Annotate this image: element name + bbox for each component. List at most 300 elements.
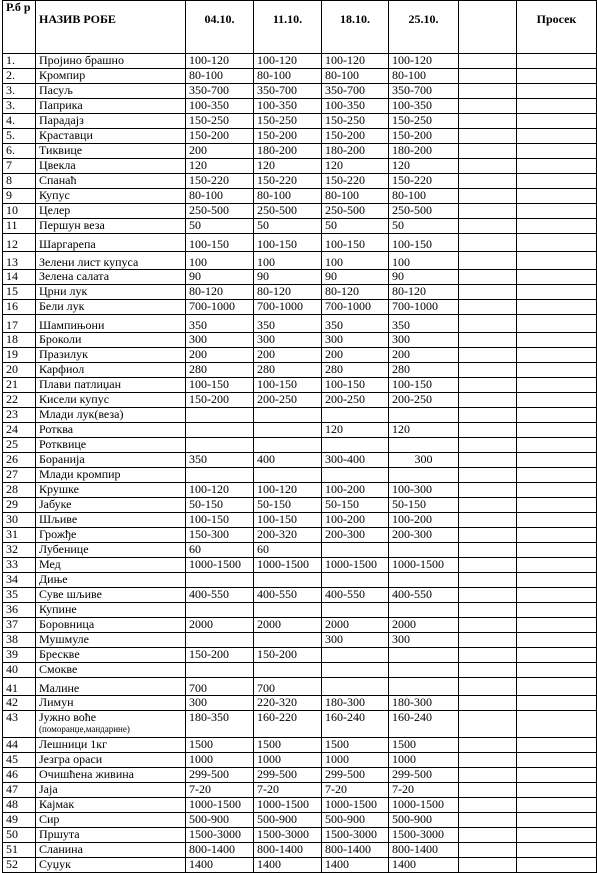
price-cell-week-2 [254, 633, 322, 648]
item-name [36, 453, 186, 468]
price-cell-week-4: 1500 [389, 738, 459, 753]
price-cell-week-3: 180-300 [322, 696, 389, 711]
table-row [3, 315, 597, 333]
price-cell-week-3: 1000-1500 [322, 798, 389, 813]
price-cell-week-4: 80-100 [389, 69, 459, 84]
price-cell-week-5 [459, 858, 517, 873]
price-cell-week-4: 100-150 [389, 378, 459, 393]
item-name [36, 696, 186, 711]
price-cell-week-3: 400-550 [322, 588, 389, 603]
row-number: 40 [3, 663, 36, 678]
table-row [3, 588, 597, 603]
price-cell-week-4: 2000 [389, 618, 459, 633]
price-cell-week-1: 200 [186, 144, 254, 159]
price-cell-week-3: 200 [322, 348, 389, 363]
table-row [3, 696, 597, 711]
price-cell-week-4: 90 [389, 270, 459, 285]
table-row [3, 204, 597, 219]
price-cell-week-1: 80-100 [186, 189, 254, 204]
price-cell-week-5 [459, 588, 517, 603]
average-cell [517, 483, 597, 498]
price-cell-week-2: 350 [254, 315, 322, 333]
row-number: 13 [3, 252, 36, 270]
item-name-text: Пршута [39, 827, 80, 841]
table-row [3, 558, 597, 573]
price-cell-week-2: 150-250 [254, 114, 322, 129]
table-row [3, 633, 597, 648]
average-cell [517, 828, 597, 843]
table-row [3, 813, 597, 828]
price-cell-week-1 [186, 468, 254, 483]
table-row [3, 453, 597, 468]
price-cell-week-5 [459, 315, 517, 333]
item-name [36, 69, 186, 84]
item-name-text: Сир [39, 812, 60, 826]
table-row [3, 498, 597, 513]
price-cell-week-5 [459, 768, 517, 783]
price-cell-week-3: 80-100 [322, 189, 389, 204]
price-cell-week-3: 1500 [322, 738, 389, 753]
average-cell [517, 252, 597, 270]
item-name [36, 408, 186, 423]
price-cell-week-4: 180-300 [389, 696, 459, 711]
item-name-text: Боранија [39, 452, 85, 466]
price-cell-week-2: 90 [254, 270, 322, 285]
average-cell [517, 114, 597, 129]
table-row [3, 783, 597, 798]
table-row [3, 678, 597, 696]
table-body [3, 54, 597, 873]
price-cell-week-2 [254, 438, 322, 453]
average-cell [517, 588, 597, 603]
row-number: 33 [3, 558, 36, 573]
price-cell-week-1: 90 [186, 270, 254, 285]
price-cell-week-1 [186, 633, 254, 648]
header-item-name: НАЗИВ РОБЕ [36, 1, 186, 54]
price-cell-week-2: 150-220 [254, 174, 322, 189]
average-cell [517, 573, 597, 588]
price-cell-week-1: 80-120 [186, 285, 254, 300]
price-cell-week-2: 1000-1500 [254, 558, 322, 573]
price-cell-week-4 [389, 663, 459, 678]
item-name-text: Лимун [39, 695, 74, 709]
price-cell-week-1: 350 [186, 315, 254, 333]
price-cell-week-5 [459, 189, 517, 204]
price-cell-week-2: 100-120 [254, 54, 322, 69]
price-cell-week-5 [459, 558, 517, 573]
row-number: 20 [3, 363, 36, 378]
price-cell-week-4: 100-150 [389, 234, 459, 252]
item-name [36, 498, 186, 513]
row-number: 39 [3, 648, 36, 663]
price-cell-week-2: 220-320 [254, 696, 322, 711]
price-cell-week-4: 200-300 [389, 528, 459, 543]
price-cell-week-1: 300 [186, 333, 254, 348]
row-number: 27 [3, 468, 36, 483]
item-name [36, 270, 186, 285]
price-cell-week-3: 200-250 [322, 393, 389, 408]
price-cell-week-3 [322, 438, 389, 453]
table-row [3, 828, 597, 843]
price-cell-week-3: 500-900 [322, 813, 389, 828]
price-cell-week-2: 1400 [254, 858, 322, 873]
price-cell-week-1 [186, 573, 254, 588]
average-cell [517, 270, 597, 285]
price-cell-week-3: 100 [322, 252, 389, 270]
item-name [36, 588, 186, 603]
row-number: 38 [3, 633, 36, 648]
average-cell [517, 438, 597, 453]
average-cell [517, 348, 597, 363]
item-name [36, 528, 186, 543]
price-cell-week-1: 150-220 [186, 174, 254, 189]
average-cell [517, 204, 597, 219]
price-cell-week-3: 299-500 [322, 768, 389, 783]
price-cell-week-4 [389, 603, 459, 618]
item-name [36, 129, 186, 144]
item-name-text: Мед [39, 557, 61, 571]
price-cell-week-4: 250-500 [389, 204, 459, 219]
item-name-text: Кисели купус [39, 392, 110, 406]
item-name [36, 738, 186, 753]
item-name [36, 843, 186, 858]
table-row [3, 618, 597, 633]
price-cell-week-4: 180-200 [389, 144, 459, 159]
row-number: 50 [3, 828, 36, 843]
item-name-note: (поморанџе,мандарине) [39, 724, 130, 734]
item-name [36, 558, 186, 573]
price-cell-week-2: 250-500 [254, 204, 322, 219]
row-number: 49 [3, 813, 36, 828]
price-cell-week-2: 1500 [254, 738, 322, 753]
price-cell-week-1: 1000-1500 [186, 558, 254, 573]
price-cell-week-3 [322, 603, 389, 618]
row-number: 29 [3, 498, 36, 513]
price-cell-week-2: 100-150 [254, 378, 322, 393]
price-cell-week-2: 100-120 [254, 483, 322, 498]
row-number: 48 [3, 798, 36, 813]
price-cell-week-1 [186, 663, 254, 678]
price-cell-week-4: 150-250 [389, 114, 459, 129]
price-cell-week-1: 7-20 [186, 783, 254, 798]
row-number: 34 [3, 573, 36, 588]
price-cell-week-2: 1000-1500 [254, 798, 322, 813]
price-cell-week-1: 1000-1500 [186, 798, 254, 813]
price-cell-week-4: 280 [389, 363, 459, 378]
row-number: 15 [3, 285, 36, 300]
price-cell-week-3: 150-250 [322, 114, 389, 129]
price-cell-week-1: 280 [186, 363, 254, 378]
table-row [3, 843, 597, 858]
average-cell [517, 333, 597, 348]
price-cell-week-3: 350-700 [322, 84, 389, 99]
item-name [36, 618, 186, 633]
row-number: 30 [3, 513, 36, 528]
price-cell-week-4: 200-250 [389, 393, 459, 408]
row-number: 43 [3, 711, 36, 738]
item-name [36, 678, 186, 696]
price-cell-week-1: 400-550 [186, 588, 254, 603]
table-row [3, 753, 597, 768]
row-number: 41 [3, 678, 36, 696]
item-name [36, 300, 186, 315]
price-cell-week-1: 180-350 [186, 711, 254, 738]
price-cell-week-5 [459, 618, 517, 633]
average-cell [517, 453, 597, 468]
item-name-text: Купине [39, 602, 77, 616]
item-name-text: Бресквe [39, 647, 80, 661]
price-cell-week-2: 700 [254, 678, 322, 696]
price-cell-week-3: 90 [322, 270, 389, 285]
price-cell-week-2: 50-150 [254, 498, 322, 513]
item-name-text: Пројино брашно [39, 53, 124, 67]
price-cell-week-2: 400 [254, 453, 322, 468]
price-cell-week-4: 1500-3000 [389, 828, 459, 843]
item-name-text: Празилук [39, 347, 88, 361]
item-name [36, 252, 186, 270]
average-cell [517, 498, 597, 513]
item-name-text: Млади лук(веза) [39, 407, 124, 421]
average-cell [517, 558, 597, 573]
price-cell-week-4: 150-220 [389, 174, 459, 189]
price-cell-week-1: 150-200 [186, 129, 254, 144]
price-cell-week-1: 150-300 [186, 528, 254, 543]
price-cell-week-5 [459, 285, 517, 300]
price-cell-week-2 [254, 603, 322, 618]
price-cell-week-3: 50-150 [322, 498, 389, 513]
price-cell-week-2: 100-150 [254, 234, 322, 252]
item-name [36, 573, 186, 588]
item-name [36, 99, 186, 114]
header-average: Просек [517, 1, 597, 54]
price-cell-week-1: 50-150 [186, 498, 254, 513]
price-cell-week-5 [459, 144, 517, 159]
average-cell [517, 84, 597, 99]
row-number: 11 [3, 219, 36, 234]
item-name [36, 711, 186, 738]
item-name [36, 204, 186, 219]
item-name [36, 768, 186, 783]
item-name [36, 438, 186, 453]
price-cell-week-4: 800-1400 [389, 843, 459, 858]
price-cell-week-1: 350 [186, 453, 254, 468]
average-cell [517, 813, 597, 828]
item-name-text: Смокве [39, 662, 78, 676]
average-cell [517, 843, 597, 858]
item-name [36, 783, 186, 798]
average-cell [517, 513, 597, 528]
price-cell-week-2: 2000 [254, 618, 322, 633]
price-cell-week-4: 7-20 [389, 783, 459, 798]
average-cell [517, 468, 597, 483]
average-cell [517, 189, 597, 204]
item-name [36, 753, 186, 768]
price-cell-week-2: 80-100 [254, 189, 322, 204]
price-cell-week-1: 350-700 [186, 84, 254, 99]
item-name-text: Цвекла [39, 158, 76, 172]
price-cell-week-3 [322, 468, 389, 483]
price-cell-week-5 [459, 393, 517, 408]
item-name [36, 393, 186, 408]
header-date-3: 18.10. [322, 1, 389, 54]
row-number: 36 [3, 603, 36, 618]
price-cell-week-3: 120 [322, 159, 389, 174]
price-cell-week-1: 100-150 [186, 378, 254, 393]
price-cell-week-1: 500-900 [186, 813, 254, 828]
price-cell-week-1: 60 [186, 543, 254, 558]
item-name [36, 633, 186, 648]
average-cell [517, 753, 597, 768]
price-cell-week-5 [459, 711, 517, 738]
price-cell-week-5 [459, 270, 517, 285]
item-name [36, 813, 186, 828]
item-name-text: Бели лук [39, 299, 85, 313]
price-cell-week-1: 700-1000 [186, 300, 254, 315]
item-name-text: Спанаћ [39, 173, 77, 187]
table-row [3, 363, 597, 378]
price-cell-week-5 [459, 543, 517, 558]
row-number: 10 [3, 204, 36, 219]
price-cell-week-2: 50 [254, 219, 322, 234]
price-cell-week-1: 299-500 [186, 768, 254, 783]
price-cell-week-2: 200 [254, 348, 322, 363]
price-cell-week-3: 80-120 [322, 285, 389, 300]
price-cell-week-5 [459, 348, 517, 363]
price-cell-week-3: 100-350 [322, 99, 389, 114]
table-row [3, 285, 597, 300]
row-number: 17 [3, 315, 36, 333]
price-cell-week-5 [459, 783, 517, 798]
price-cell-week-1: 100-120 [186, 54, 254, 69]
price-cell-week-2: 100 [254, 252, 322, 270]
row-number: 18 [3, 333, 36, 348]
row-number: 24 [3, 423, 36, 438]
price-cell-week-2: 150-200 [254, 129, 322, 144]
item-name-text: Јабуке [39, 497, 72, 511]
table-row [3, 648, 597, 663]
header-date-2: 11.10. [254, 1, 322, 54]
price-cell-week-4: 400-550 [389, 588, 459, 603]
price-cell-week-4: 50-150 [389, 498, 459, 513]
price-cell-week-2: 1500-3000 [254, 828, 322, 843]
price-cell-week-1 [186, 603, 254, 618]
row-number: 14 [3, 270, 36, 285]
price-cell-week-5 [459, 300, 517, 315]
item-name-text: Парадајз [39, 113, 84, 127]
table-row [3, 468, 597, 483]
price-cell-week-2 [254, 573, 322, 588]
price-cell-week-3: 50 [322, 219, 389, 234]
table-row [3, 393, 597, 408]
price-cell-week-5 [459, 498, 517, 513]
average-cell [517, 696, 597, 711]
price-cell-week-1 [186, 438, 254, 453]
price-cell-week-5 [459, 333, 517, 348]
price-cell-week-1: 700 [186, 678, 254, 696]
price-cell-week-5 [459, 678, 517, 696]
item-name-text: Сланина [39, 842, 83, 856]
table-row [3, 54, 597, 69]
price-cell-week-3: 350 [322, 315, 389, 333]
average-cell [517, 69, 597, 84]
price-cell-week-2: 700-1000 [254, 300, 322, 315]
item-name [36, 285, 186, 300]
item-name-text: Језгра ораси [39, 752, 103, 766]
row-number: 9 [3, 189, 36, 204]
price-cell-week-1: 1500 [186, 738, 254, 753]
row-number: 12 [3, 234, 36, 252]
price-cell-week-3: 100-150 [322, 378, 389, 393]
item-name [36, 423, 186, 438]
price-cell-week-5 [459, 573, 517, 588]
item-name [36, 603, 186, 618]
table-row [3, 513, 597, 528]
price-cell-week-4: 300 [389, 453, 459, 468]
price-cell-week-4: 300 [389, 333, 459, 348]
price-cell-week-3: 80-100 [322, 69, 389, 84]
row-number: 47 [3, 783, 36, 798]
table-row [3, 768, 597, 783]
price-cell-week-5 [459, 843, 517, 858]
item-name-text: Пасуљ [39, 83, 73, 97]
price-cell-week-4 [389, 573, 459, 588]
average-cell [517, 663, 597, 678]
price-cell-week-5 [459, 408, 517, 423]
price-cell-week-5 [459, 648, 517, 663]
price-cell-week-5 [459, 174, 517, 189]
item-name [36, 483, 186, 498]
row-number: 26 [3, 453, 36, 468]
price-cell-week-5 [459, 423, 517, 438]
price-cell-week-1: 100-150 [186, 234, 254, 252]
price-cell-week-2: 500-900 [254, 813, 322, 828]
item-name-text: Малине [39, 681, 80, 695]
row-number: 3. [3, 99, 36, 114]
price-cell-week-4: 160-240 [389, 711, 459, 738]
price-cell-week-3 [322, 408, 389, 423]
price-cell-week-2: 180-200 [254, 144, 322, 159]
price-cell-week-4: 1000-1500 [389, 558, 459, 573]
table-row [3, 348, 597, 363]
price-cell-week-3: 300-400 [322, 453, 389, 468]
price-cell-week-5 [459, 204, 517, 219]
price-cell-week-2: 200-250 [254, 393, 322, 408]
price-cell-week-1: 1400 [186, 858, 254, 873]
price-cell-week-2: 150-200 [254, 648, 322, 663]
table-row [3, 711, 597, 738]
item-name-text: Кајмак [39, 797, 75, 811]
average-cell [517, 633, 597, 648]
average-cell [517, 648, 597, 663]
price-cell-week-1: 1500-3000 [186, 828, 254, 843]
average-cell [517, 738, 597, 753]
price-cell-week-4: 1000 [389, 753, 459, 768]
price-cell-week-3 [322, 663, 389, 678]
price-cell-week-3: 160-240 [322, 711, 389, 738]
price-cell-week-5 [459, 633, 517, 648]
row-number: 7 [3, 159, 36, 174]
average-cell [517, 603, 597, 618]
price-cell-week-4: 299-500 [389, 768, 459, 783]
row-number: 23 [3, 408, 36, 423]
price-cell-week-4 [389, 468, 459, 483]
price-cell-week-5 [459, 813, 517, 828]
table-row [3, 663, 597, 678]
item-name [36, 333, 186, 348]
table-row [3, 159, 597, 174]
price-cell-week-5 [459, 513, 517, 528]
price-cell-week-4 [389, 408, 459, 423]
